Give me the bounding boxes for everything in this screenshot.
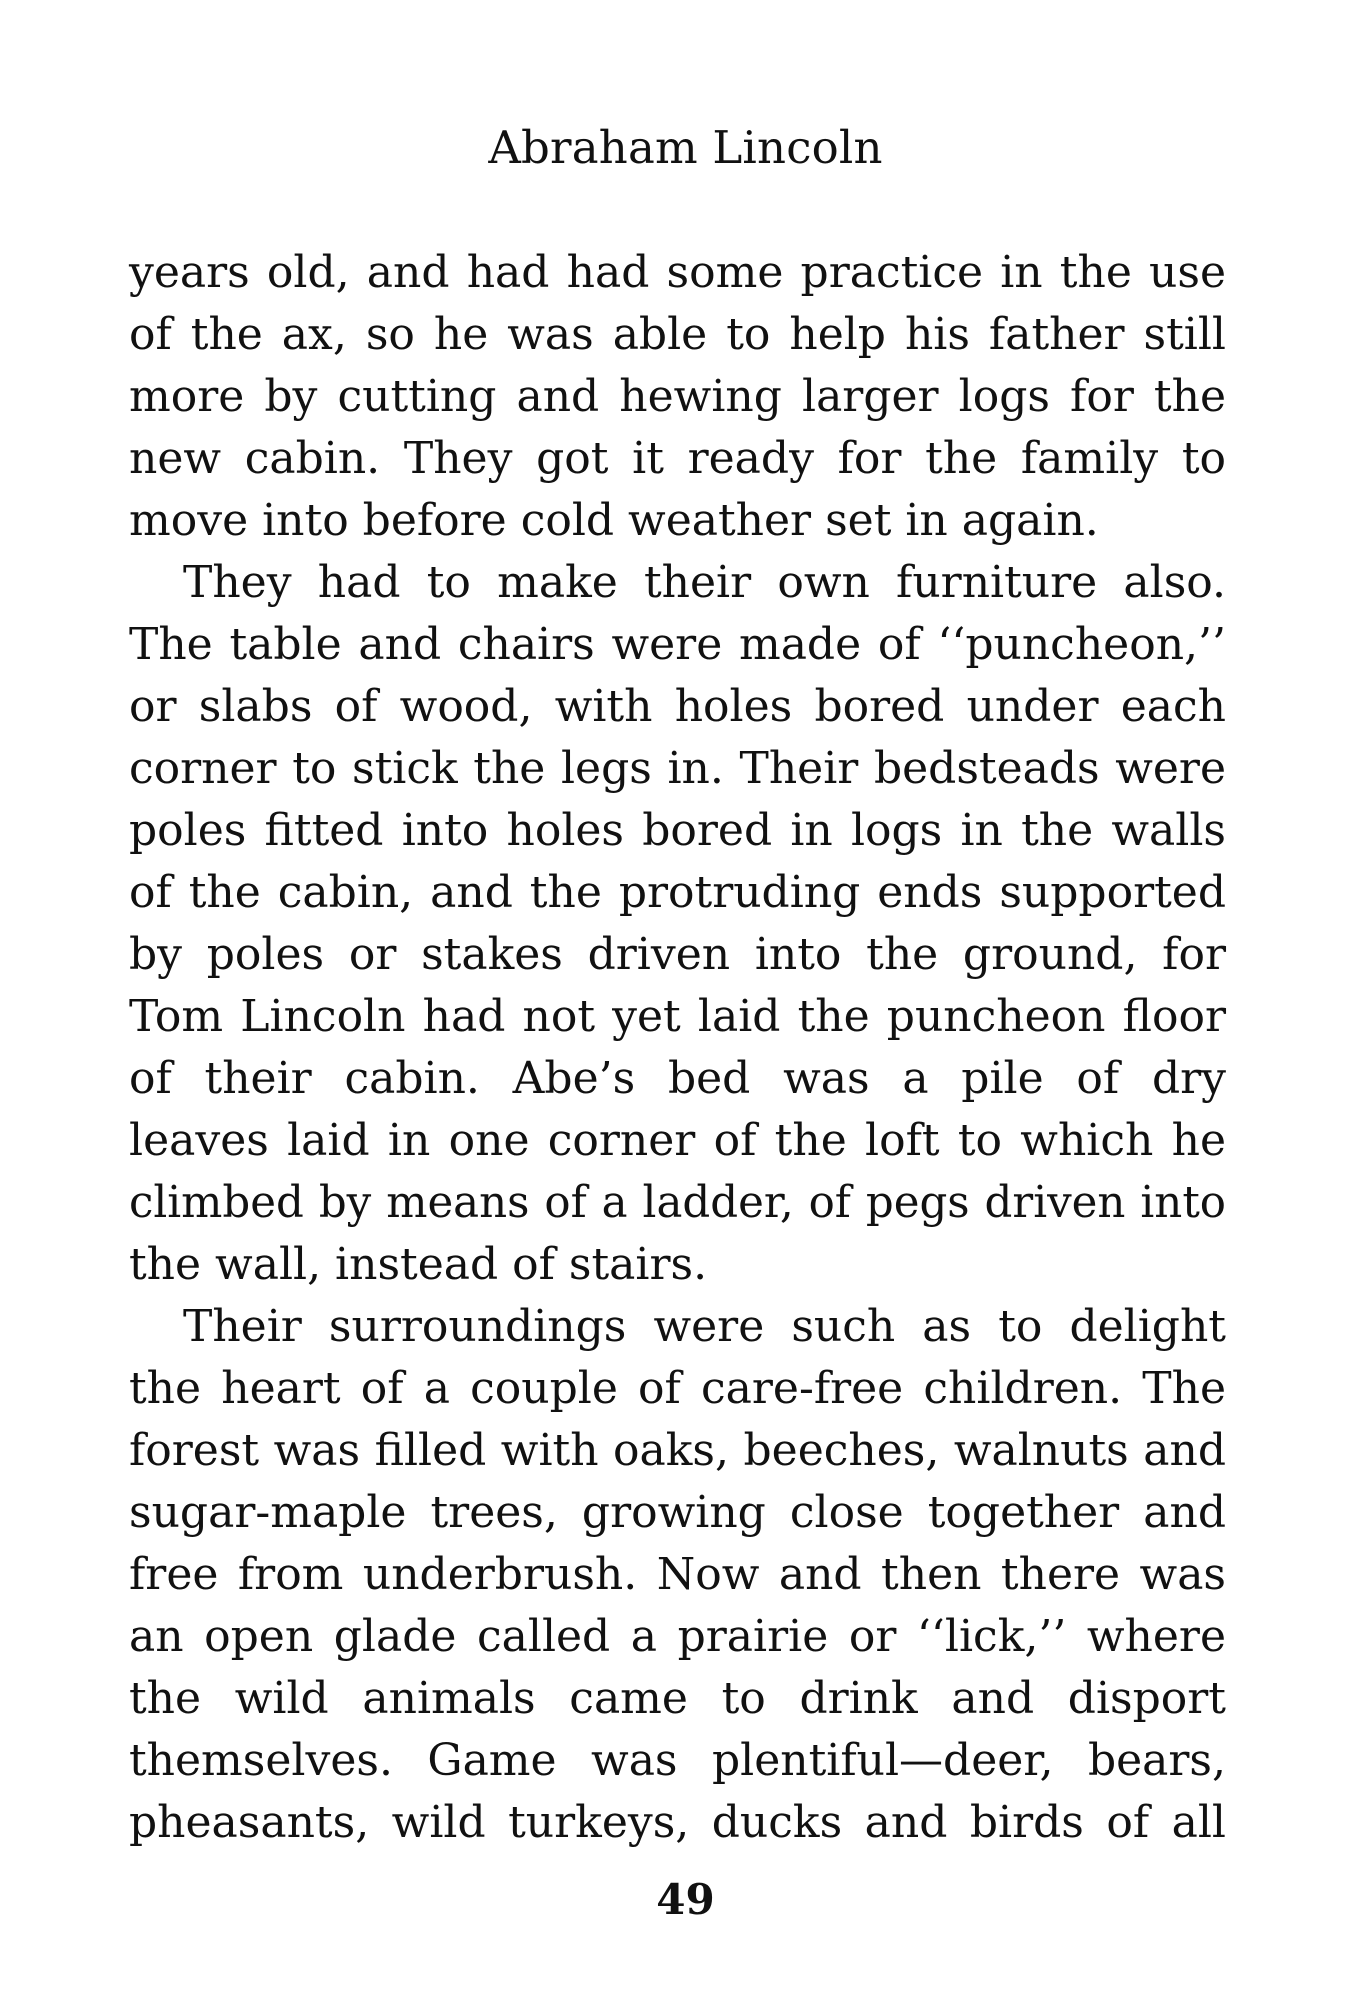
text-line: The table and chairs were made of ‘‘puncheon,’’ — [129, 619, 1226, 670]
text-line: pheasants, wild turkeys, ducks and birds of all — [129, 1797, 1226, 1848]
text-line: corner to stick the legs in. Their bedsteads were — [129, 743, 1226, 794]
text-line: Tom Lincoln had not yet laid the puncheon floor — [129, 991, 1226, 1042]
text-line: the wall, instead of stairs. — [129, 1239, 708, 1290]
text-line: of their cabin. Abe’s bed was a pile of dry — [129, 1053, 1226, 1104]
text-line: more by cutting and hewing larger logs for the — [129, 371, 1226, 422]
text-line: years old, and had had some practice in the use — [129, 247, 1226, 298]
text-line: themselves. Game was plentiful—deer, bears, — [129, 1735, 1226, 1786]
text-line: new cabin. They got it ready for the family to — [129, 433, 1226, 484]
text-line: poles fitted into holes bored in logs in the walls — [129, 805, 1226, 856]
text-line: climbed by means of a ladder, of pegs driven into — [129, 1178, 1226, 1228]
paragraph-first-line: Their surroundings were such as to delight — [183, 1301, 1226, 1352]
text-line: the heart of a couple of care-free children. The — [129, 1363, 1226, 1414]
paragraph-first-line: They had to make their own furniture also. — [183, 557, 1226, 608]
text-line: or slabs of wood, with holes bored under each — [129, 681, 1226, 732]
text-line: leaves laid in one corner of the loft to which he — [129, 1115, 1226, 1166]
text-line: of the ax, so he was able to help his father still — [129, 309, 1226, 360]
body-text — [129, 242, 1226, 1854]
text-line: forest was filled with oaks, beeches, walnuts and — [129, 1425, 1226, 1476]
text-line: the wild animals came to drink and disport — [129, 1673, 1226, 1724]
text-line: free from underbrush. Now and then there was — [129, 1549, 1226, 1600]
text-line: an open glade called a prairie or ‘‘lick,’’ where — [129, 1611, 1226, 1662]
page-number: 49 — [656, 1875, 715, 1924]
text-line: move into before cold weather set in again. — [129, 495, 1099, 546]
text-line: sugar-maple trees, growing close together and — [129, 1487, 1226, 1538]
text-line: of the cabin, and the protruding ends supported — [129, 867, 1226, 918]
text-line: by poles or stakes driven into the ground, for — [129, 929, 1226, 980]
running-header: Abraham Lincoln — [488, 121, 883, 174]
